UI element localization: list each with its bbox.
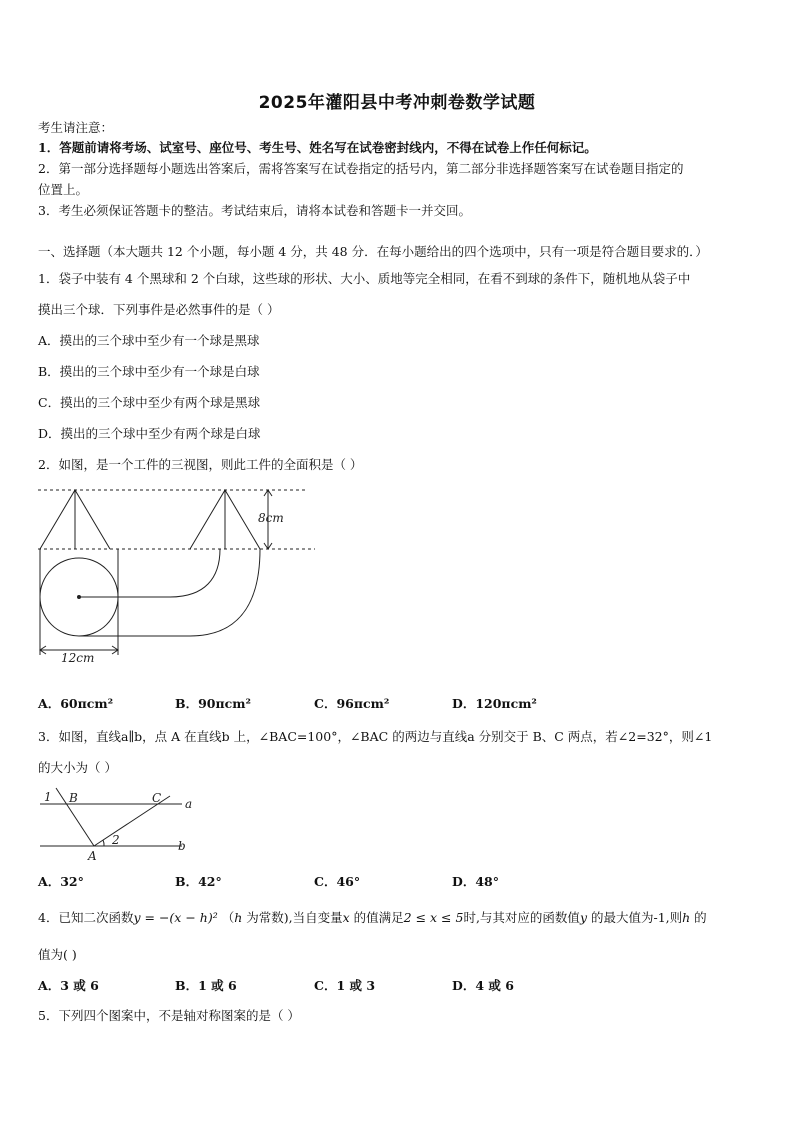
notice-item: 位置上。 bbox=[38, 182, 89, 197]
q1-option-a: A．摸出的三个球中至少有一个球是黑球 bbox=[38, 333, 260, 348]
q2-height-label: 8cm bbox=[258, 511, 284, 525]
q3-option-a: A．32° bbox=[38, 874, 84, 889]
q3-label-1: 1 bbox=[44, 790, 52, 804]
q3-label-2: 2 bbox=[112, 833, 120, 847]
q1-option-b: B．摸出的三个球中至少有一个球是白球 bbox=[38, 364, 260, 379]
q2-width-label: 12cm bbox=[61, 651, 95, 665]
q4-option-b: B．1 或 6 bbox=[175, 978, 237, 993]
q3-stem: 的大小为（ ） bbox=[38, 760, 117, 775]
q3-label-c-point: C bbox=[152, 791, 162, 805]
q2-option-c: C．96πcm² bbox=[314, 696, 390, 711]
q2-stem: 2．如图，是一个工件的三视图，则此工件的全面积是（ ） bbox=[38, 457, 363, 472]
q1-option-d: D．摸出的三个球中至少有两个球是白球 bbox=[38, 426, 261, 441]
q4-range: 2 ≤ x ≤ 5 bbox=[403, 910, 464, 925]
q4-text: 的最大值为-1,则 bbox=[587, 910, 683, 925]
q4-text: 的值满足 bbox=[349, 910, 404, 925]
notice-item: 2．第一部分选择题每小题选出答案后，需将答案写在试卷指定的括号内，第二部分非选择题答案写在试卷题目指定的 bbox=[38, 161, 684, 176]
q4-option-c: C．1 或 3 bbox=[314, 978, 376, 993]
q4-text: 的 bbox=[690, 910, 707, 925]
q4-var-y: y bbox=[579, 910, 587, 925]
q4-option-a: A．3 或 6 bbox=[38, 978, 99, 993]
section-heading: 一、选择题（本大题共 12 个小题，每小题 4 分，共 48 分．在每小题给出的四个选项中，只有一项是符合题目要求的．） bbox=[38, 244, 708, 259]
q3-label-line-a: a bbox=[185, 797, 193, 811]
q4-stem bbox=[38, 910, 707, 926]
q2-option-b: B．90πcm² bbox=[175, 696, 251, 711]
q1-option-c: C．摸出的三个球中至少有两个球是黑球 bbox=[38, 395, 261, 410]
q4-text: 为常数),当自变量 bbox=[242, 910, 343, 925]
q3-option-b: B．42° bbox=[175, 874, 222, 889]
q1-stem: 1．袋子中装有 4 个黑球和 2 个白球，这些球的形状、大小、质地等完全相同，在看不到球的条件下，随机地从袋子中 bbox=[38, 271, 691, 286]
notice-item: 3．考生必须保证答题卡的整洁。考试结束后，请将本试卷和答题卡一并交回。 bbox=[38, 203, 471, 218]
q4-var-h: h bbox=[682, 910, 691, 925]
q3-label-a-point: A bbox=[88, 849, 97, 863]
q2-three-view-figure bbox=[30, 480, 330, 690]
q4-var-h: h bbox=[234, 910, 243, 925]
q4-text: （ bbox=[221, 910, 235, 925]
q4-text: 时,与其对应的函数值 bbox=[463, 910, 580, 925]
q2-option-a: A．60πcm² bbox=[38, 696, 114, 711]
q3-parallel-lines-figure bbox=[32, 785, 202, 865]
q3-option-d: D．48° bbox=[452, 874, 499, 889]
page-title: 2025年灌阳县中考冲刺卷数学试题 bbox=[258, 93, 536, 113]
notice-heading: 考生请注意： bbox=[38, 120, 114, 135]
q4-var-x: x bbox=[342, 910, 350, 925]
q3-label-line-b: b bbox=[178, 839, 186, 853]
q4-option-d: D．4 或 6 bbox=[452, 978, 514, 993]
notice-item: 1．答题前请将考场、试室号、座位号、考生号、姓名写在试卷密封线内，不得在试卷上作任何标记。 bbox=[38, 140, 597, 155]
q4-text: 4．已知二次函数 bbox=[38, 910, 134, 925]
q3-option-c: C．46° bbox=[314, 874, 361, 889]
q3-stem: 3．如图，直线a∥b，点 A 在直线b 上，∠BAC=100°，∠BAC 的两边与直线a 分别交于 B、C 两点，若∠2=32°，则∠1 bbox=[38, 729, 713, 744]
q1-stem: 摸出三个球．下列事件是必然事件的是（ ） bbox=[38, 302, 280, 317]
q5-stem: 5．下列四个图案中，不是轴对称图案的是（ ） bbox=[38, 1008, 300, 1023]
q4-formula: y = −(x − h)² bbox=[133, 910, 218, 925]
q2-option-d: D．120πcm² bbox=[452, 696, 537, 711]
q4-stem: 值为( ) bbox=[38, 947, 77, 962]
q3-label-b-point: B bbox=[69, 791, 78, 805]
